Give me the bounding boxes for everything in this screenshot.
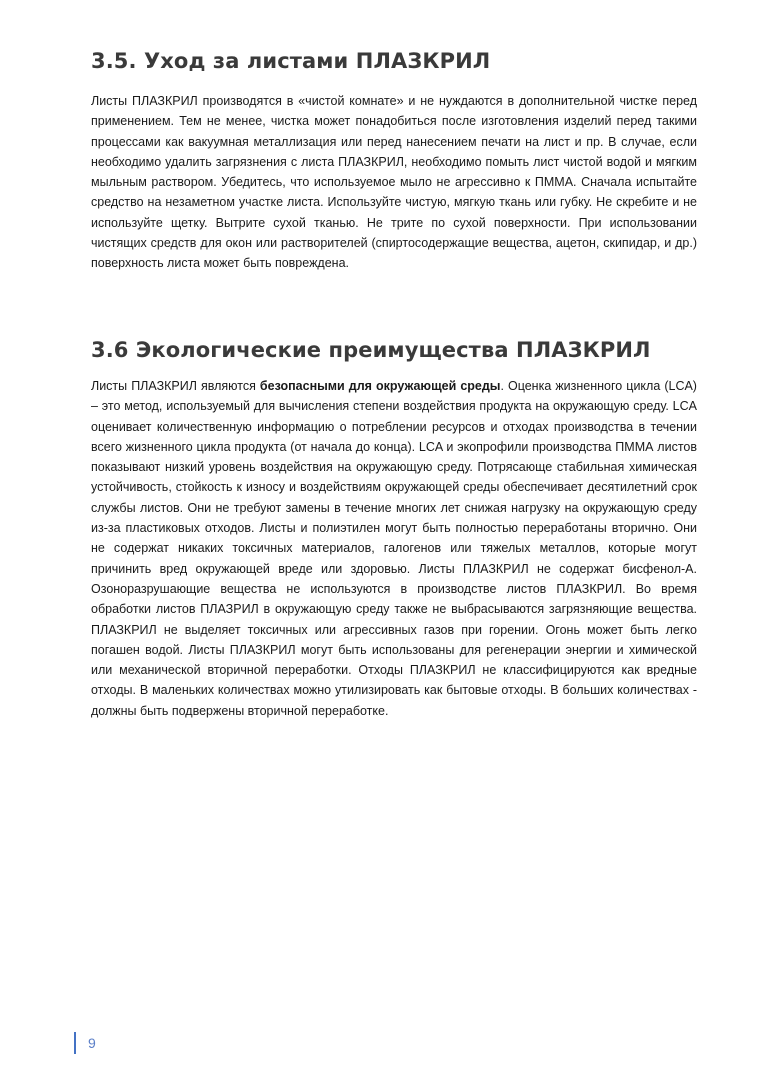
section-heading-care: 3.5. Уход за листами ПЛАЗКРИЛ <box>91 49 491 73</box>
paragraph-ecology-rest: . Оценка жизненного цикла (LCA) – это метод, используемый для вычисления степени воздействия продукта на окружающую среду. LCA оценивает количественную информацию о потреблении ресурсов и отходах производства в течении всего жизненного цикла продукта (от начала до конца). LCA и экопрофили производства ПММА листов показывают низкий уровень воздействия на окружающую среду. Потрясающе стабильная химическая устойчивость, стойкость к износу и воздействиям окружающей среды обеспечивает десятилетний срок службы листов. Они не требуют замены в течение многих лет снижая нагрузку на окружающую среду из-за пластиковых отходов. Листы и полиэтилен могут быть полностью переработаны вторично. Они не содержат никаких токсичных материалов, галогенов или тяжелых металлов, которые могут причинить вред окружающей вреде или здоровью. Листы ПЛАЗКРИЛ не содержат бисфенол-А. Озоноразрушающие вещества не используются в производстве листов ПЛАЗКРИЛ. Во время обработки листов ПЛАЗРИЛ в окружающую среду также не выбрасываются загрязняющие вещества. ПЛАЗКРИЛ не выделяет токсичных или агрессивных газов при горении. Огонь может быть легко погашен водой. Листы ПЛАЗКРИЛ могут быть использованы для регенерации энергии и химической или механической вторичной переработки. Отходы ПЛАЗКРИЛ не классифицируются как вредные отходы. В маленьких количествах можно утилизировать как бытовые отходы. В больших количествах - должны быть подвержены вторичной переработке. <box>91 379 697 718</box>
paragraph-ecology-bold: безопасными для окружающей среды <box>259 379 501 393</box>
paragraph-care: Листы ПЛАЗКРИЛ производятся в «чистой комнате» и не нуждаются в дополнительной чистке перед применением. Тем не менее, чистка может понадобиться после изготовления изделий перед такими процессами как вакуумная металлизация или перед нанесением печати на лист и пр. В случае, если необходимо удалить загрязнения с листа ПЛАЗКРИЛ, необходимо помыть лист чистой водой и мягким мыльным раствором. Убедитесь, что используемое мыло не агрессивно к ПММА. Сначала испытайте средство на незаметном участке листа. Используйте чистую, мягкую ткань или губку. Не скребите и не используйте щетку. Вытрите сухой тканью. Не трите по сухой поверхности. При использовании чистящих средств для окон или растворителей (спиртосодержащие вещества, ацетон, скипидар, и др.) поверхность листа может быть повреждена. <box>91 94 697 271</box>
paragraph-ecology <box>91 376 697 721</box>
paragraph-ecology-start: Листы ПЛАЗКРИЛ являются <box>91 379 260 393</box>
page-number: 9 <box>88 1035 96 1051</box>
footer-accent-bar <box>74 1032 76 1054</box>
page-footer <box>74 1032 96 1054</box>
section-heading-ecology: 3.6 Экологические преимущества ПЛАЗКРИЛ <box>91 338 651 362</box>
